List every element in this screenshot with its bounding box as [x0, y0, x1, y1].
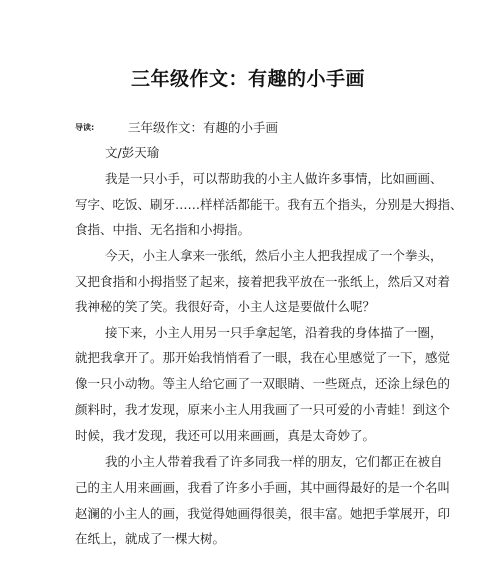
body-line: 写字、吃饭、刷牙……样样活都能干。我有五个指头，分别是大拇指、: [75, 197, 463, 212]
body-line: 己的主人用来画画，我看了许多小手画，其中画得最好的是一个名叫: [75, 480, 451, 495]
body-line: 像一只小动物。等主人给它画了一双眼睛、一些斑点，还涂上绿色的: [75, 376, 451, 391]
body-line: 我的小主人带着我看了许多同我一样的朋友，它们都正在被自: [105, 454, 443, 469]
guide-row: [75, 118, 435, 136]
body-line: 在纸上，就成了一棵大树。: [75, 531, 226, 546]
body-line: 接下来，小主人用另一只手拿起笔，沿着我的身体描了一圈，: [105, 325, 443, 340]
guide-label: 导读:: [75, 123, 95, 132]
body-line: 今天，小主人拿来一张纸，然后小主人把我捏成了一个拳头，: [105, 248, 443, 263]
body-line: 又把食指和小拇指竖了起来，接着把我平放在一张纸上，然后又对着: [75, 274, 451, 289]
body-line: 我是一只小手，可以帮助我的小主人做许多事情，比如画画、: [105, 171, 443, 186]
body-line: 赵澜的小主人的画，我觉得她画得很美，很丰富。她把手掌展开，印: [75, 506, 451, 521]
body-line: 颜料时，我才发现，原来小主人用我画了一只可爱的小青蛙！到这个: [75, 402, 451, 417]
body-line: 就把我拿开了。那开始我悄悄看了一眼，我在心里感觉了一下，感觉: [75, 350, 451, 365]
body-line: 食指、中指、无名指和小拇指。: [75, 222, 251, 237]
guide-text: 三年级作文：有趣的小手画: [128, 120, 279, 135]
author-line: 文/彭天瑜: [105, 145, 160, 160]
body-line: 时候，我才发现，我还可以用来画画，真是太奇妙了。: [75, 428, 376, 443]
document-title: 三年级作文：有趣的小手画: [130, 68, 365, 90]
body-line: 我神秘的笑了笑。我很好奇，小主人这是要做什么呢？: [75, 299, 376, 314]
